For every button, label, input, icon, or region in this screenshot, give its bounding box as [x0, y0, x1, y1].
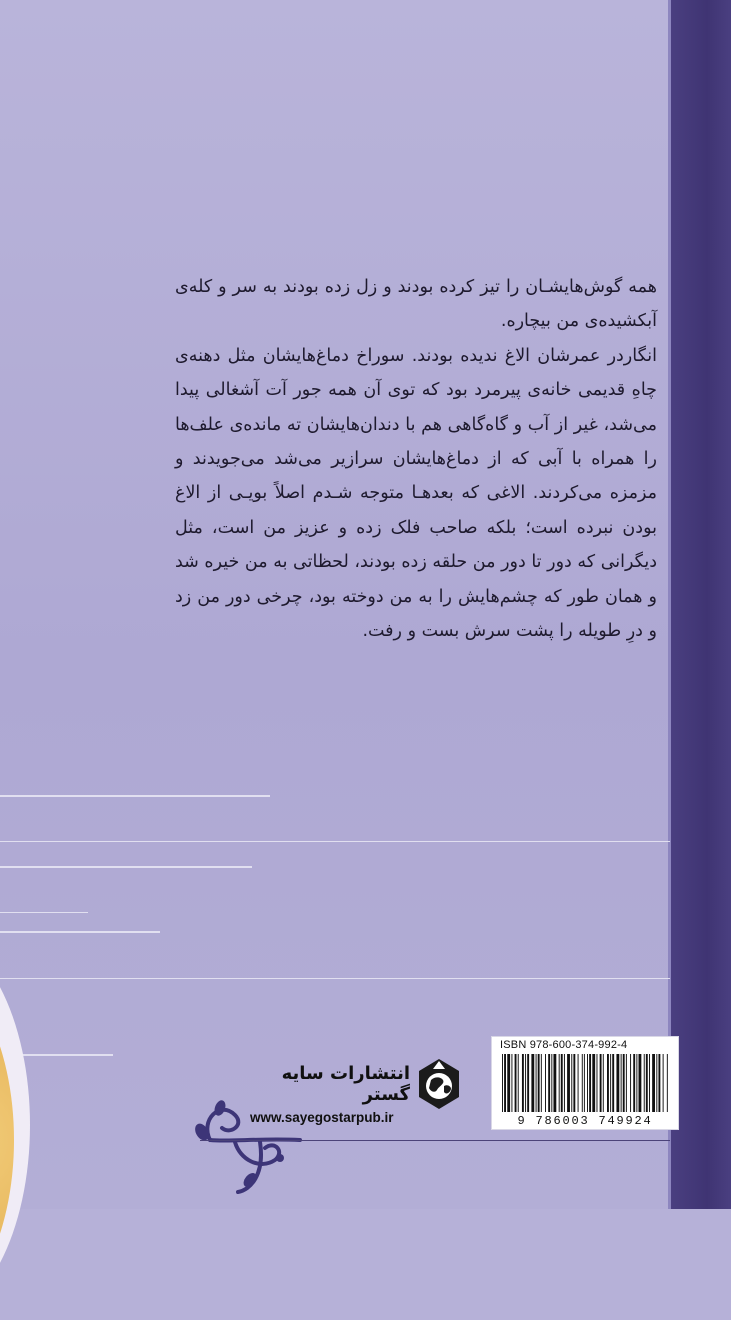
- barcode-bar: [518, 1054, 519, 1112]
- barcode-bar: [504, 1054, 506, 1112]
- decorative-stripe: [0, 978, 670, 979]
- barcode-bar: [616, 1054, 619, 1112]
- barcode-bar: [626, 1054, 627, 1112]
- barcode-bars: [500, 1054, 670, 1112]
- barcode-bar: [652, 1054, 655, 1112]
- barcode-bar: [522, 1054, 524, 1112]
- barcode-bar: [656, 1054, 657, 1112]
- barcode-bar: [621, 1054, 622, 1112]
- barcode-bar: [658, 1054, 660, 1112]
- barcode-bar: [603, 1054, 604, 1112]
- barcode-bar: [571, 1054, 572, 1112]
- barcode-bar: [527, 1054, 529, 1112]
- barcode-bar: [592, 1054, 595, 1112]
- decorative-stripe: [0, 912, 88, 913]
- barcode-bar: [545, 1054, 546, 1112]
- isbn-label: ISBN 978-600-374-992-4: [500, 1039, 628, 1051]
- barcode-bar: [502, 1054, 503, 1112]
- barcode-bar: [561, 1054, 563, 1112]
- barcode-bar: [564, 1054, 565, 1112]
- decorative-stripe: [0, 866, 252, 868]
- isbn-barcode: [492, 1037, 678, 1129]
- globe-hexagon-logo-icon: [417, 1058, 461, 1110]
- publisher-url: www.sayegostarpub.ir: [250, 1110, 394, 1125]
- decorative-stripe: [0, 841, 670, 842]
- barcode-bar: [639, 1054, 642, 1112]
- barcode-bar: [511, 1054, 512, 1112]
- barcode-bar: [567, 1054, 570, 1112]
- barcode-bar: [525, 1054, 526, 1112]
- book-spine: [671, 0, 731, 1209]
- decorative-stripe: [0, 795, 270, 797]
- barcode-bar: [507, 1054, 510, 1112]
- barcode-bar: [559, 1054, 560, 1112]
- barcode-bar: [633, 1054, 635, 1112]
- barcode-bar: [548, 1054, 550, 1112]
- barcode-bar: [597, 1054, 598, 1112]
- barcode-bar: [644, 1054, 645, 1112]
- barcode-bar: [649, 1054, 650, 1112]
- barcode-bar: [663, 1054, 664, 1112]
- barcode-bar: [589, 1054, 591, 1112]
- barcode-bar: [551, 1054, 552, 1112]
- barcode-digits: 9 786003 749924: [517, 1114, 653, 1128]
- footer-rule: [200, 1140, 670, 1141]
- barcode-bar: [636, 1054, 637, 1112]
- barcode-bar: [578, 1054, 579, 1112]
- barcode-bar: [612, 1054, 614, 1112]
- barcode-bar: [541, 1054, 542, 1112]
- barcode-bar: [582, 1054, 583, 1112]
- publisher-block: [250, 1063, 410, 1125]
- barcode-bar: [646, 1054, 648, 1112]
- decorative-stripe: [0, 931, 160, 933]
- barcode-bar: [573, 1054, 575, 1112]
- back-cover-blurb: [175, 270, 657, 648]
- barcode-bar: [587, 1054, 588, 1112]
- barcode-bar: [584, 1054, 585, 1112]
- publisher-name: انتشارات سایه گستر: [281, 1063, 410, 1105]
- barcode-bar: [667, 1054, 668, 1112]
- barcode-bar: [538, 1054, 540, 1112]
- barcode-bar: [630, 1054, 631, 1112]
- barcode-bar: [600, 1054, 602, 1112]
- barcode-bar: [536, 1054, 537, 1112]
- barcode-bar: [531, 1054, 534, 1112]
- barcode-bar: [607, 1054, 609, 1112]
- barcode-bar: [553, 1054, 556, 1112]
- blurb-paragraph: انگاردر عمرشان الاغ ندیده بودند. سوراخ دماغ‌هایشان مثل دهنه‌ی چاهِ قدیمی خانه‌ی پیرمرد بود که توی آن همه جور آت آشغالی پیدا می‌شد، غیر از آب و گاه‌گاهی هم با دندان‌هایشان ته مانده‌ی علف‌ها را همراه با آبی که از دماغ‌هایشان سرازیر می‌شد می‌جویدند و مزمزه می‌کردند. الاغی که بعدهـا متوجه شـدم اصلاً بویـی از الاغ بودن نبرده است؛ بلکه صاحب فلک زده و عزیز من است، مثل دیگرانی که دور تا دور من حلقه زده بودند، لحظاتی به من خیره شد و همان طور که چشم‌هایش را به من دوخته بود، چرخی دور من زد و درِ طویله را پشت سرش بست و رفت.: [175, 345, 657, 642]
- barcode-bar: [515, 1054, 517, 1112]
- blurb-paragraph: همه گوش‌هایشـان را تیز کرده بودند و زل زده بودند به سر و کله‌ی آبکشیده‌ی من بیچاره.: [175, 277, 657, 332]
- barcode-bar: [623, 1054, 625, 1112]
- barcode-bar: [610, 1054, 611, 1112]
